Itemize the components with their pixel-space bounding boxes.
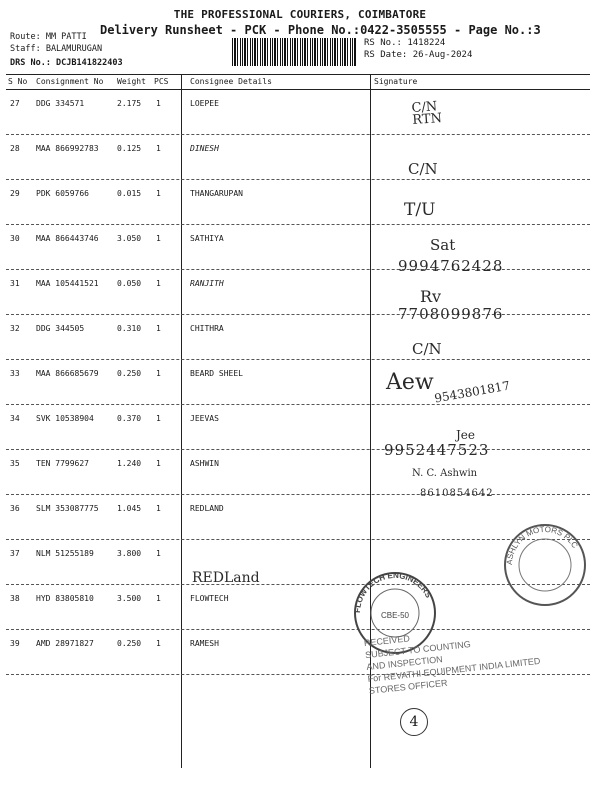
cell-pcs: 1 (156, 279, 161, 288)
col-sno: S No (8, 77, 28, 86)
cell-sno: 27 (10, 99, 20, 108)
seal-text: ASHLYN MOTORS PLC (504, 524, 580, 566)
drs-number: DRS No.: DCJB141822403 (10, 58, 123, 68)
cell-consignee: DINESH (190, 144, 219, 153)
staff-label: Staff: BALAMURUGAN (10, 44, 103, 54)
cell-weight: 0.050 (117, 279, 142, 288)
cell-consignee: RAMESH (190, 639, 219, 648)
table-row (6, 449, 590, 495)
cell-weight: 3.500 (117, 594, 142, 603)
handwritten-signature: Jee (456, 428, 476, 442)
handwritten-name: N. C. Ashwin (412, 468, 478, 479)
cell-consignment: MAA 866992783 (36, 144, 99, 153)
cell-pcs: 1 (156, 414, 161, 423)
table-row (6, 134, 590, 180)
cell-weight: 0.125 (117, 144, 142, 153)
barcode-image (232, 38, 356, 66)
cell-consignment: DDG 334571 (36, 99, 85, 108)
cell-pcs: 1 (156, 324, 161, 333)
cell-consignment: AMD 28971827 (36, 639, 94, 648)
cell-sno: 30 (10, 234, 20, 243)
cell-pcs: 1 (156, 369, 161, 378)
handwritten-phone: 9952447523 (384, 441, 490, 459)
cell-consignee: THANGARUPAN (190, 189, 243, 198)
handwritten-signature: Aew (386, 370, 434, 395)
cell-sno: 35 (10, 459, 20, 468)
cell-weight: 1.045 (117, 504, 142, 513)
col-pcs: PCS (154, 77, 169, 86)
col-signature: Signature (374, 77, 418, 86)
cell-sno: 36 (10, 504, 20, 513)
cell-pcs: 1 (156, 234, 161, 243)
cell-sno: 32 (10, 324, 20, 333)
cell-weight: 0.370 (117, 414, 142, 423)
handwritten-name: REDLand (192, 570, 260, 586)
cell-pcs: 1 (156, 639, 161, 648)
table-row (6, 89, 590, 135)
handwritten-phone: 9543801817 (433, 378, 511, 406)
cell-weight: 0.015 (117, 189, 142, 198)
route-label: Route: MM PATTI (10, 32, 87, 42)
cell-consignment: DDG 344505 (36, 324, 85, 333)
cell-consignment: MAA 866443746 (36, 234, 99, 243)
cell-consignment: NLM 51255189 (36, 549, 94, 558)
cell-sno: 37 (10, 549, 20, 558)
table-row (6, 494, 590, 540)
cell-consignee: REDLAND (190, 504, 224, 513)
cell-weight: 1.240 (117, 459, 142, 468)
col-consignment: Consignment No (36, 77, 104, 86)
col-weight: Weight (117, 77, 146, 86)
handwritten-phone: 9994762428 (398, 257, 504, 275)
cell-consignment: TEN 7799627 (36, 459, 89, 468)
cell-sno: 39 (10, 639, 20, 648)
cell-consignment: MAA 866685679 (36, 369, 99, 378)
cell-weight: 3.050 (117, 234, 142, 243)
cell-consignment: SLM 353087775 (36, 504, 99, 513)
table-header (6, 74, 590, 90)
table-row (6, 179, 590, 225)
cell-weight: 3.800 (117, 549, 142, 558)
cell-weight: 0.310 (117, 324, 142, 333)
handwritten-signature: Rv (420, 287, 442, 306)
table-row (6, 539, 590, 585)
cell-sno: 38 (10, 594, 20, 603)
cell-consignee: SATHIYA (190, 234, 224, 243)
cell-sno: 29 (10, 189, 20, 198)
cell-consignee: ASHWIN (190, 459, 219, 468)
cell-consignee: BEARD SHEEL (190, 369, 243, 378)
cell-weight: 0.250 (117, 639, 142, 648)
cell-pcs: 1 (156, 99, 161, 108)
rs-number: RS No.: 1418224 (364, 38, 446, 48)
cell-consignment: SVK 10538904 (36, 414, 94, 423)
cell-sno: 34 (10, 414, 20, 423)
received-stamp: RECEIVED SUBJECT TO COUNTING AND INSPECTION For REVATHI EQUIPMENT INDIA LIMITED STORES OFFICER (363, 633, 541, 696)
cell-weight: 0.250 (117, 369, 142, 378)
handwritten-note: C/N (412, 340, 442, 358)
handwritten-phone: 8610854642 (420, 488, 494, 499)
cell-weight: 2.175 (117, 99, 142, 108)
cell-consignee: LOEPEE (190, 99, 219, 108)
company-title: THE PROFESSIONAL COURIERS, COIMBATORE (173, 8, 427, 21)
cell-sno: 33 (10, 369, 20, 378)
handwritten-note: C/N (408, 160, 438, 178)
cell-pcs: 1 (156, 144, 161, 153)
cell-consignment: MAA 105441521 (36, 279, 99, 288)
handwritten-phone: 7708099876 (398, 305, 504, 323)
table-row (6, 404, 590, 450)
cell-consignment: HYD 83805810 (36, 594, 94, 603)
cell-consignee: JEEVAS (190, 414, 219, 423)
cell-pcs: 1 (156, 459, 161, 468)
handwritten-note: T/U (404, 200, 436, 220)
cell-consignment: PDK 6059766 (36, 189, 89, 198)
cell-consignee: RANJITH (190, 279, 224, 288)
cell-pcs: 1 (156, 594, 161, 603)
handwritten-signature: Sat (430, 236, 456, 254)
page-number-circle: 4 (400, 708, 428, 736)
cell-sno: 28 (10, 144, 20, 153)
cell-consignee: CHITHRA (190, 324, 224, 333)
handwritten-note: C/N RTN (411, 99, 443, 129)
seal-text: FLOWTECH ENGINEERS (352, 570, 434, 614)
col-consignee: Consignee Details (190, 77, 272, 86)
cell-pcs: 1 (156, 189, 161, 198)
rs-date: RS Date: 26-Aug-2024 (364, 50, 473, 60)
seal-code: CBE-50 (380, 611, 410, 620)
cell-pcs: 1 (156, 504, 161, 513)
cell-consignee: FLOWTECH (190, 594, 229, 603)
cell-sno: 31 (10, 279, 20, 288)
runsheet-subtitle: Delivery Runsheet - PCK - Phone No.:0422-3505555 - Page No.:3 (100, 23, 541, 37)
cell-pcs: 1 (156, 549, 161, 558)
